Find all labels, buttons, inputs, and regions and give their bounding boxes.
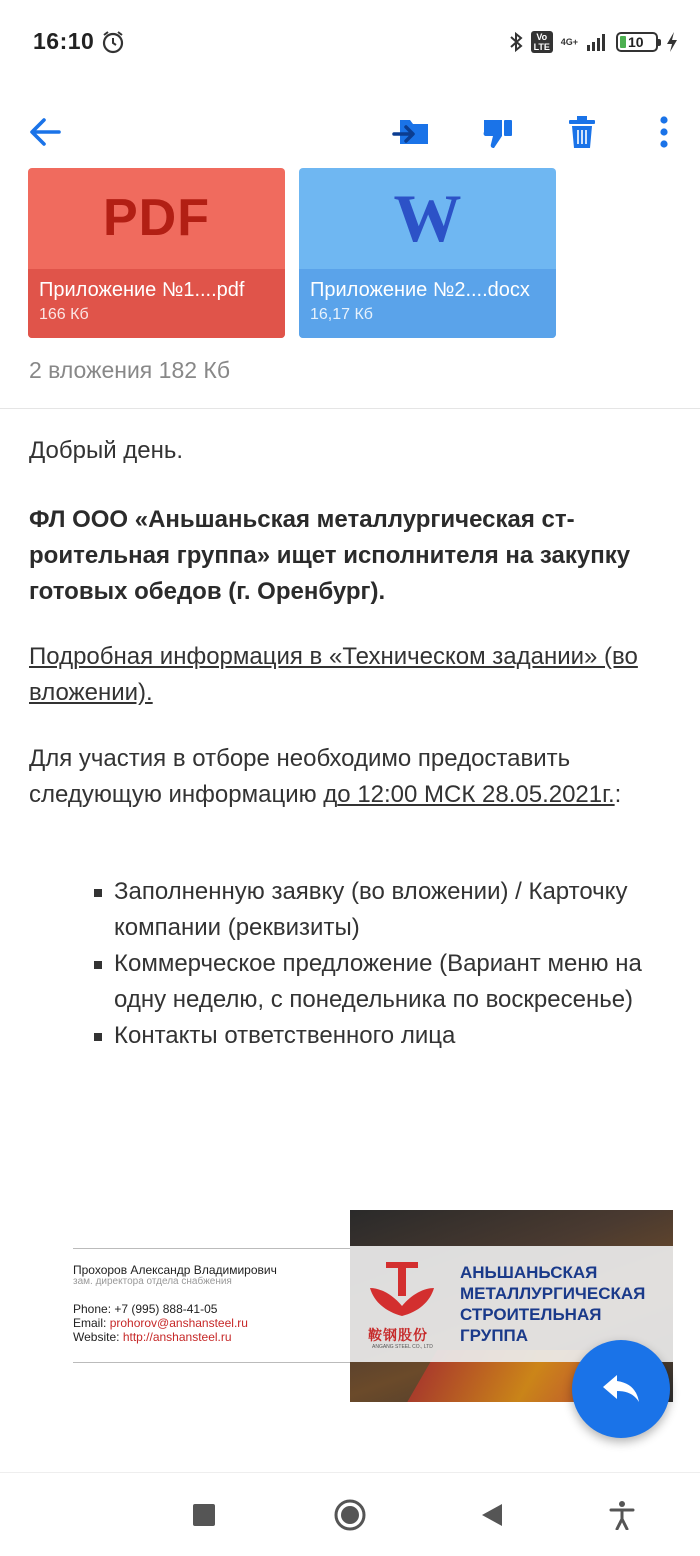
banner-title: АНЬШАНЬСКАЯ МЕТАЛЛУРГИЧЕСКАЯ СТРОИТЕЛЬНАЯ ГРУППА [460,1263,646,1345]
thumbs-down-icon [480,114,516,150]
list-item: Коммерческое предложение (Вариант меню на одну неделю, с понедельника по воскресенье) [114,946,674,1018]
logo-english-text: ANGANG STEEL CO., LTD [372,1344,433,1350]
message-toolbar [0,100,700,164]
home-circle-icon [333,1498,367,1532]
attachment-docx[interactable] [299,168,556,338]
bluetooth-icon [509,31,523,53]
status-bar [0,0,700,84]
deadline-paragraph [29,741,674,813]
alarm-icon [100,29,126,55]
recent-apps-button[interactable] [184,1495,224,1535]
back-button[interactable] [23,110,67,154]
triangle-back-icon [480,1502,504,1528]
list-item: Заполненную заявку (во вложении) / Карточку компании (реквизиты) [114,874,674,946]
back-nav-button[interactable] [472,1495,512,1535]
reply-icon [601,1371,641,1407]
signature-website-link[interactable]: http://anshansteel.ru [122,1330,232,1344]
deadline-date: о 12:00 МСК 28.05.2021г. [337,781,615,808]
arrow-left-icon [27,114,63,150]
signature-contacts: Phone: +7 (995) 888-41-05 Email: prohorov@anshansteel.ru Website: http://anshansteel.ru [73,1302,248,1344]
move-to-folder-button[interactable] [390,110,434,154]
tech-spec-paragraph: Подробная информация в «Техническом задании» (во вложении). [29,643,638,706]
signal-icon [586,32,608,52]
accessibility-icon [609,1500,635,1530]
word-file-icon: W [393,179,462,256]
attachment-size: 16,17 Кб [310,306,373,323]
attachment-pdf[interactable] [28,168,285,338]
battery-icon: 10 [616,32,658,52]
spam-button[interactable] [476,110,520,154]
signature-email-link[interactable]: prohorov@anshansteel.ru [109,1316,248,1330]
signature-divider [73,1362,350,1363]
signature-name: Прохоров Александр Владимирович [73,1263,277,1277]
more-options-button[interactable] [642,110,686,154]
greeting: Добрый день. [29,437,184,464]
bold-paragraph: ФЛ ООО «Аньшаньская металлургическая ст-роительная группа» ищет исполнителя на закупку готовых обедов (г. Оренбург). [29,506,631,605]
attachments-summary: 2 вложения 182 Кб [29,357,230,383]
deadline-suffix: : [614,781,622,808]
trash-icon [566,114,598,150]
move-to-folder-icon [392,114,432,150]
network-type: 4G+ [560,36,578,47]
volte-icon: Vo LTE [531,31,553,53]
attachment-size: 166 Кб [39,306,89,323]
requirements-list [114,874,674,1054]
system-nav-bar [0,1472,700,1556]
company-logo-icon [366,1262,438,1322]
square-icon [192,1503,216,1527]
deadline-prefix: Для участия в отборе необходимо предоставить следующую информацию д [29,745,571,808]
accessibility-button[interactable] [602,1495,642,1535]
logo-chinese-text: 鞍钢股份 [368,1327,428,1343]
signature-phone[interactable]: +7 (995) 888-41-05 [114,1302,218,1316]
signature-role: зам. директора отдела снабжения [73,1276,232,1287]
list-item: Контакты ответственного лица [114,1018,674,1054]
reply-button[interactable] [572,1340,670,1438]
status-icons [509,28,678,56]
status-time: 16:10 [33,28,95,54]
divider [0,408,700,409]
attachment-name: Приложение №2....docx [310,279,530,301]
home-button[interactable] [330,1495,370,1535]
delete-button[interactable] [560,110,604,154]
attachment-name: Приложение №1....pdf [39,279,245,301]
more-vert-icon [658,114,670,150]
charging-icon [666,31,678,53]
pdf-file-icon: PDF [103,189,210,247]
signature-divider [73,1248,350,1249]
